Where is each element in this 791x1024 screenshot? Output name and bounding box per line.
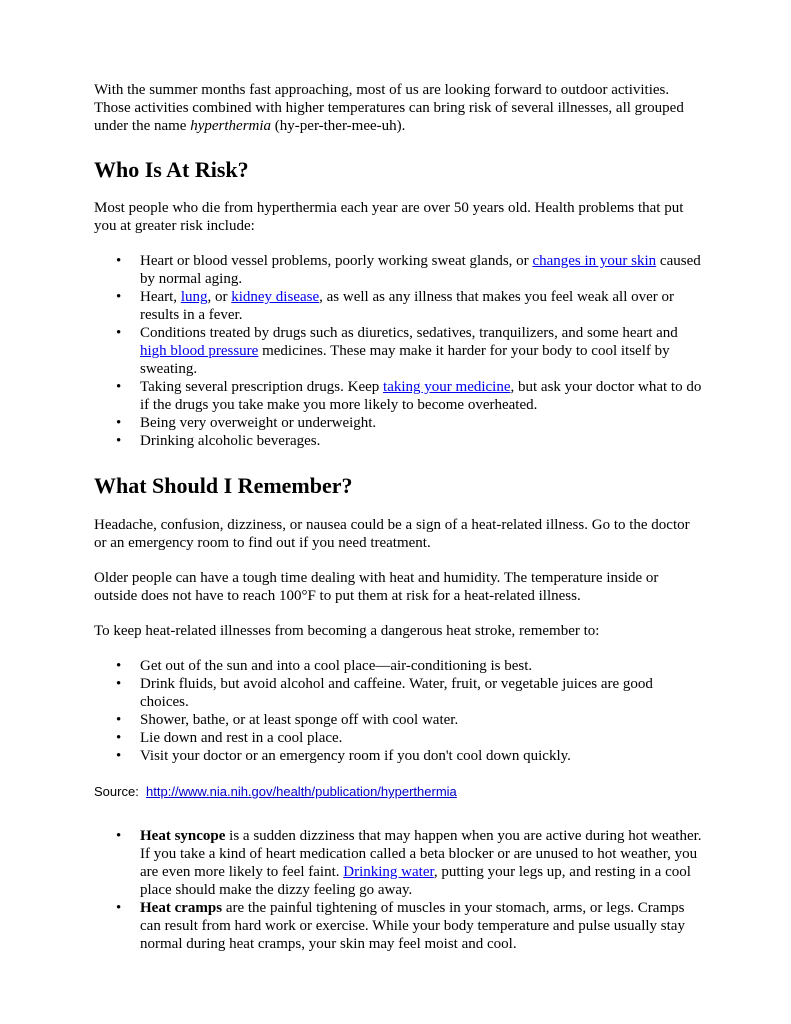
remember-list — [94, 657, 704, 765]
bullet-icon: • — [116, 828, 122, 844]
condition-term: Heat syncope — [140, 828, 226, 844]
bullet-icon: • — [116, 712, 122, 728]
list-item: • Heat syncope is a sudden dizziness that may happen when you are active during hot weather. If you take a kind of heart medication called a beta blocker or are unused to hot weather, you are even more likely to feel faint. Drinking water, putting your legs up, and resting in a cool place should make the dizzy feeling go away. — [116, 828, 702, 898]
list-item: • Heat cramps are the painful tightening of muscles in your stomach, arms, or legs. Cramps can result from hard work or exercise. While your body temperature and pulse usually stay normal during heat cramps, your skin may feel moist and cool. — [116, 900, 685, 952]
intro-term: hyperthermia — [190, 118, 272, 134]
list-item: • Drinking alcoholic beverages. — [116, 433, 321, 449]
list-item: • Heart, lung, or kidney disease, as well as any illness that makes you feel weak all over or results in a fever. — [116, 289, 675, 323]
list-item: • Visit your doctor or an emergency room if you don't cool down quickly. — [116, 748, 571, 764]
source-link[interactable]: http://www.nia.nih.gov/health/publication/hyperthermia — [146, 784, 457, 799]
bullet-icon: • — [116, 325, 122, 341]
kidney-disease-link[interactable]: kidney disease — [231, 289, 320, 305]
risk-heading: Who Is At Risk? — [94, 157, 249, 182]
document-body — [94, 81, 704, 953]
conditions-list — [94, 827, 704, 953]
remember-paragraph-2: Older people can have a tough time dealing with heat and humidity. The temperature inside or outside does not have to reach 100°F to put them at risk for a heat-related illness. — [94, 570, 659, 604]
risk-list — [94, 252, 704, 450]
bullet-icon: • — [116, 379, 122, 395]
list-item: • Taking several prescription drugs. Keep taking your medicine, but ask your doctor what to do if the drugs you take make you more likely to become overheated. — [116, 379, 702, 413]
list-item: • Shower, bathe, or at least sponge off with cool water. — [116, 712, 459, 728]
risk-intro: Most people who die from hyperthermia each year are over 50 years old. Health problems that put you at greater risk include: — [94, 200, 684, 234]
intro-text: With the summer months fast approaching, most of us are looking forward to outdoor activities. Those activities combined with higher temperatures can bring risk of several illnesses, all grouped under the name — [94, 82, 684, 134]
taking-medicine-link[interactable]: taking your medicine — [383, 379, 511, 395]
bullet-icon: • — [116, 900, 122, 916]
intro-pronunciation: (hy-per-ther-mee-uh). — [271, 118, 406, 134]
remember-paragraph-1: Headache, confusion, dizziness, or nausea could be a sign of a heat-related illness. Go to the doctor or an emergency room to find out if you need treatment. — [94, 517, 690, 551]
remember-heading: What Should I Remember? — [94, 473, 353, 498]
bullet-icon: • — [116, 415, 122, 431]
drinking-water-link[interactable]: Drinking water — [343, 864, 434, 880]
list-item: • Being very overweight or underweight. — [116, 415, 377, 431]
source-line — [94, 783, 704, 801]
bullet-icon: • — [116, 730, 122, 746]
bullet-icon: • — [116, 676, 122, 692]
list-item: • Heart or blood vessel problems, poorly working sweat glands, or changes in your skin caused by normal aging. — [116, 253, 701, 287]
bullet-icon: • — [116, 433, 122, 449]
list-item: • Get out of the sun and into a cool place—air-conditioning is best. — [116, 658, 533, 674]
source-label: Source: — [94, 784, 139, 799]
bullet-icon: • — [116, 253, 122, 269]
bullet-icon: • — [116, 748, 122, 764]
bullet-icon: • — [116, 289, 122, 305]
bullet-icon: • — [116, 658, 122, 674]
high-blood-pressure-link[interactable]: high blood pressure — [140, 343, 259, 359]
list-item: • Conditions treated by drugs such as diuretics, sedatives, tranquilizers, and some heart and high blood pressure medicines. These may make it harder for your body to cool itself by sweating. — [116, 325, 678, 377]
lung-link[interactable]: lung — [180, 289, 208, 305]
condition-term: Heat cramps — [140, 900, 223, 916]
list-item: • Drink fluids, but avoid alcohol and caffeine. Water, fruit, or vegetable juices are good choices. — [116, 676, 653, 710]
changes-in-skin-link[interactable]: changes in your skin — [532, 253, 657, 269]
list-item: • Lie down and rest in a cool place. — [116, 730, 343, 746]
remember-paragraph-3: To keep heat-related illnesses from becoming a dangerous heat stroke, remember to: — [94, 623, 600, 639]
intro-paragraph — [94, 81, 704, 135]
